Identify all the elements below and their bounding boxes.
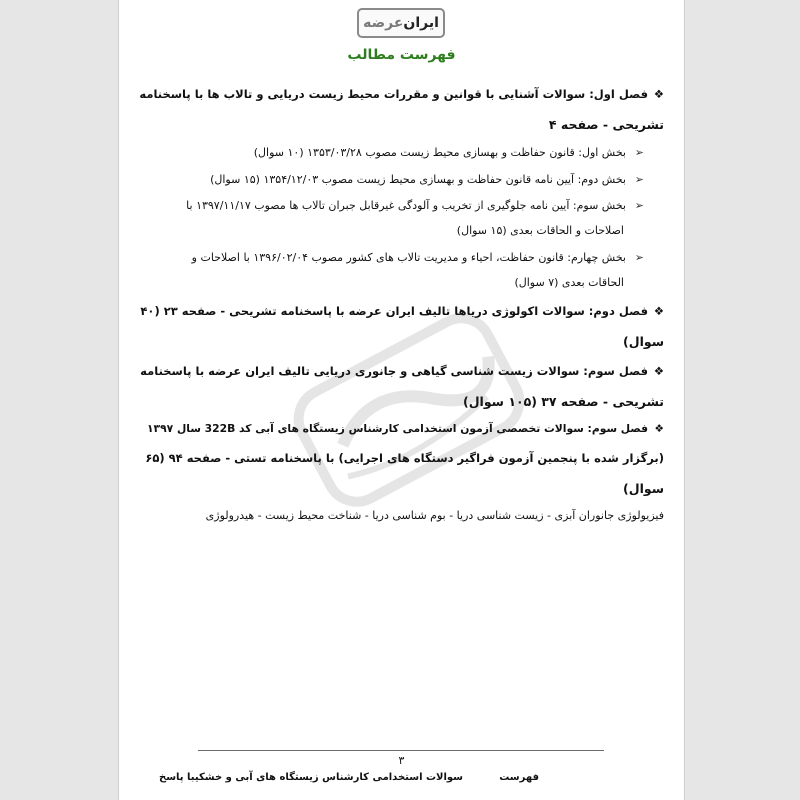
- section-3-line2: اصلاحات و الحاقات بعدی (۱۵ سوال): [456, 224, 624, 237]
- section-1: ➢بخش اول: قانون حفاظت و بهسازی محیط زیست مصوب ۱۳۵۳/۰۳/۲۸ (۱۰ سوال): [253, 146, 644, 159]
- chapter-2-line2: سوال): [623, 334, 664, 349]
- arrowhead-bullet-icon: ➢: [634, 251, 644, 264]
- page-content: [119, 0, 684, 800]
- arrowhead-bullet-icon: ➢: [634, 199, 644, 212]
- diamond-bullet-icon: ❖: [654, 422, 664, 435]
- section-4-line1: ➢بخش چهارم: قانون حفاظت، احیاء و مدیریت تالاب های کشور مصوب ۱۳۹۶/۰۲/۰۴ با اصلاحات و: [191, 251, 644, 264]
- chapter-2-line1: ❖فصل دوم: سوالات اکولوژی دریاها تالیف ایران عرضه با پاسخنامه تشریحی - صفحه ۲۳ (۴۰: [140, 304, 664, 318]
- diamond-bullet-icon: ❖: [653, 304, 664, 318]
- logo-text-part2: عرضه: [363, 15, 404, 31]
- chapter-4-line3: سوال): [623, 481, 664, 496]
- section-4-line2: الحاقات بعدی (۷ سوال): [514, 276, 624, 289]
- chapter-4-line1: ❖فصل سوم: سوالات تخصصی آزمون استخدامی کارشناس زیستگاه های آبی کد 322B سال ۱۳۹۷: [146, 422, 664, 435]
- diamond-bullet-icon: ❖: [653, 364, 664, 378]
- logo-text-part1: ایران: [403, 15, 439, 31]
- page-number: ۳: [398, 754, 405, 767]
- chapter-1-line1: ❖فصل اول: سوالات آشنایی با قوانین و مقررات محیط زیست دریایی و تالاب ها با پاسخنامه: [139, 87, 664, 101]
- arrowhead-bullet-icon: ➢: [634, 146, 644, 159]
- chapter-1-line2: تشریحی - صفحه ۴: [548, 117, 664, 132]
- footer-section-label: فهرست: [499, 772, 539, 783]
- chapter-4-line2: (برگزار شده با پنجمین آزمون فراگیر دستگاه های اجرایی) با پاسخنامه تستی - صفحه ۹۴ (۶۵: [145, 451, 664, 465]
- document-page: [118, 0, 685, 800]
- section-2: ➢بخش دوم: آیین نامه قانون حفاظت و بهسازی محیط زیست مصوب ۱۳۵۴/۱۲/۰۳ (۱۵ سوال): [210, 173, 644, 186]
- chapter-3-line1: ❖فصل سوم: سوالات زیست شناسی گیاهی و جانوری دریایی تالیف ایران عرضه با پاسخنامه: [140, 364, 664, 378]
- footer-divider: [198, 750, 604, 751]
- arrowhead-bullet-icon: ➢: [634, 173, 644, 186]
- section-3-line1: ➢بخش سوم: آیین نامه جلوگیری از تخریب و آلودگی غیرقابل جبران تالاب ها مصوب ۱۳۹۷/۱۱/۱۷ با: [186, 199, 644, 212]
- diamond-bullet-icon: ❖: [653, 87, 664, 101]
- footer-book-title: سوالات استخدامی کارشناس زیستگاه های آبی و خشکیبا پاسخ: [159, 772, 464, 783]
- chapter-4-subjects: فیزیولوژی جانوران آبزی - زیست شناسی دریا - بوم شناسی دریا - شناخت محیط زیست - هیدرولوژی: [205, 509, 664, 522]
- page-title: فهرست مطالب: [347, 47, 456, 63]
- chapter-3-line2: تشریحی - صفحه ۳۷ (۱۰۵ سوال): [462, 394, 664, 409]
- iran-arzeh-logo: [357, 8, 445, 38]
